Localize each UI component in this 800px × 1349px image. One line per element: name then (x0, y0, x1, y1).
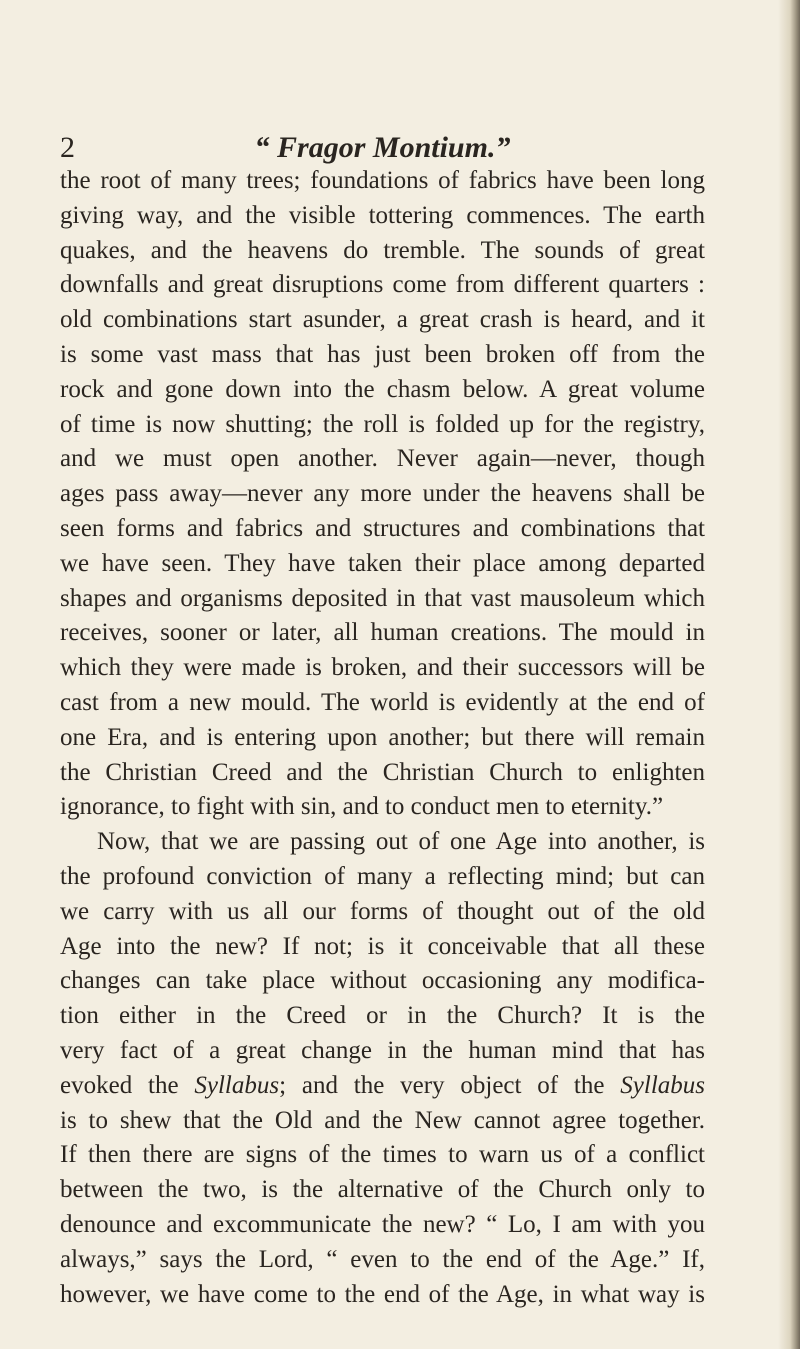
text-line: the profound conviction of many a reflecting mind; but can (60, 862, 705, 890)
text-line: which they were made is broken, and their successors will be (60, 654, 705, 682)
text-line: shapes and organisms deposited in that vast mausoleum which (60, 584, 705, 612)
text-line: denounce and excommunicate the new? “ Lo, I am with you (60, 1210, 705, 1238)
text-line: changes can take place without occasioning any modifica- (60, 967, 705, 995)
text-line: very fact of a great change in the human mind that has (60, 1036, 705, 1064)
page-edge-shadow (778, 0, 800, 1349)
page-number: 2 (60, 131, 75, 164)
running-head: “ Fragor Montium.” (254, 131, 511, 164)
text-line: the Christian Creed and the Christian Church to enlighten (60, 758, 705, 786)
page-header (60, 128, 705, 168)
text-line: downfalls and great disruptions come from different quarters : (60, 271, 705, 299)
text-line: of time is now shutting; the roll is folded up for the registry, (60, 410, 705, 438)
text-line: evoked the Syllabus; and the very object of the Syllabus (60, 1071, 705, 1099)
text-line: Age into the new? If not; is it conceivable that all these (60, 932, 705, 960)
text-line: between the two, is the alternative of the Church only to (60, 1176, 705, 1204)
text-line: however, we have come to the end of the Age, in what way is (60, 1280, 705, 1308)
paragraph (60, 825, 705, 1312)
text-line: ignorance, to fight with sin, and to conduct men to eternity.” (60, 793, 664, 821)
text-line: one Era, and is entering upon another; but there will remain (60, 723, 705, 751)
text-line: receives, sooner or later, all human creations. The mould in (60, 619, 705, 647)
text-line: is some vast mass that has just been broken off from the (60, 340, 705, 368)
text-line: always,” says the Lord, “ even to the end of the Age.” If, (60, 1245, 705, 1273)
text-line: giving way, and the visible tottering commences. The earth (60, 201, 705, 229)
text-line: old combinations start asunder, a great crash is heard, and it (60, 306, 705, 334)
text-line: ages pass away—never any more under the heavens shall be (60, 480, 705, 508)
text-line: rock and gone down into the chasm below. A great volume (60, 375, 705, 403)
text-line: we carry with us all our forms of thought out of the old (60, 897, 705, 925)
paragraph (60, 164, 705, 825)
text-line: seen forms and fabrics and structures and combinations that (60, 514, 705, 542)
text-line: cast from a new mould. The world is evidently at the end of (60, 688, 705, 716)
text-line: and we must open another. Never again—never, though (60, 445, 705, 473)
text-line: the root of many trees; foundations of fabrics have been long (60, 167, 705, 194)
body-text (60, 164, 705, 1312)
text-line: quakes, and the heavens do tremble. The sounds of great (60, 236, 705, 264)
text-line: is to shew that the Old and the New cannot agree together. (60, 1106, 705, 1134)
text-line: If then there are signs of the times to warn us of a conflict (60, 1141, 705, 1169)
text-line: we have seen. They have taken their place among departed (60, 549, 705, 577)
text-line: tion either in the Creed or in the Church? It is the (60, 1002, 705, 1030)
text-line: Now, that we are passing out of one Age into another, is (97, 828, 705, 856)
